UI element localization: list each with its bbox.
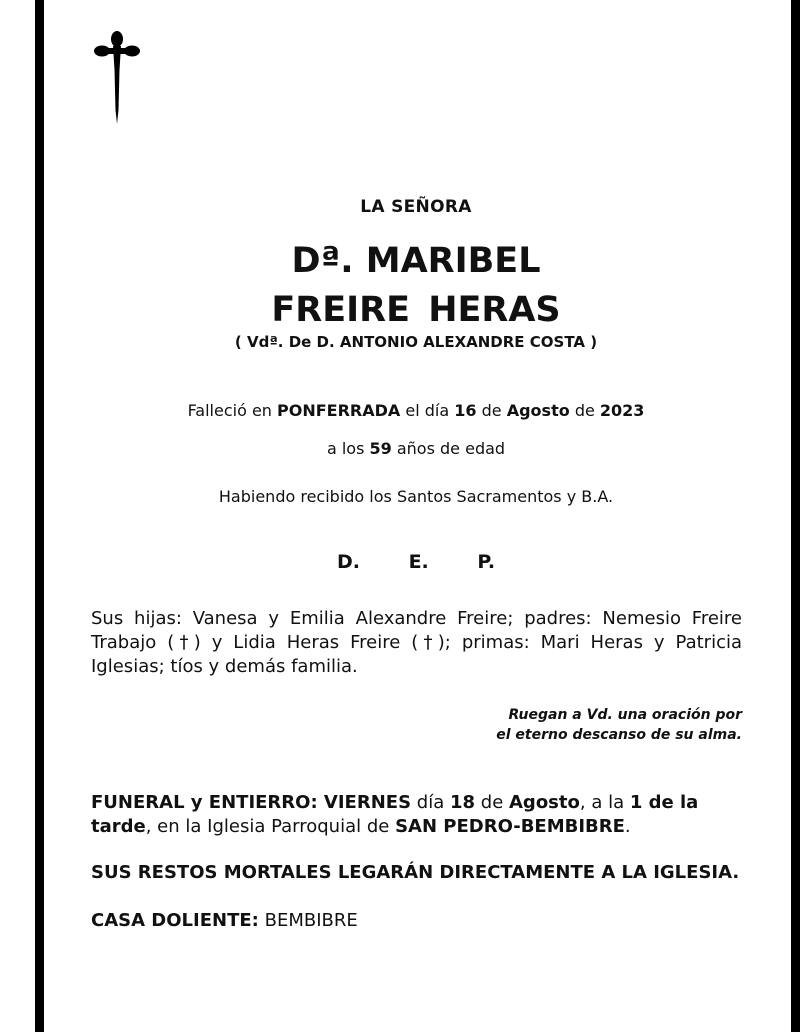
dep-letter: P. (477, 551, 496, 573)
dep-line (90, 551, 742, 573)
remains-notice: SUS RESTOS MORTALES LEGARÁN DIRECTAMENTE A LA IGLESIA. (91, 862, 740, 883)
family-paragraph: Sus hijas: Vanesa y Emilia Alexandre Freire; padres: Nemesio Freire Trabajo (†) y Lidia Heras Freire (†); primas: Mari Heras y Patricia Iglesias; tíos y demás familia. (91, 608, 742, 677)
death-info: Falleció en PONFERRADA el día 16 de Agosto de 2023 (187, 401, 645, 420)
funeral-info: FUNERAL y ENTIERRO: VIERNES día 18 de Agosto, a la 1 de la tarde, en la Iglesia Parroquial de SAN PEDRO-BEMBIBRE. (91, 792, 699, 837)
dep-letter: E. (408, 551, 429, 573)
right-black-border (791, 0, 800, 1032)
deceased-name-line1: Dª. MARIBEL (291, 241, 541, 281)
age-info: a los 59 años de edad (326, 439, 506, 458)
widow-note: ( Vdª. De D. ANTONIO ALEXANDRE COSTA ) (234, 333, 598, 351)
dep-letter: D. (336, 551, 360, 573)
prayer-request: Ruegan a Vd. una oración por el eterno descanso de su alma. (496, 707, 742, 743)
title-label: LA SEÑORA (360, 197, 472, 217)
mourning-house: CASA DOLIENTE: BEMBIBRE (91, 910, 358, 931)
left-black-border (35, 0, 44, 1032)
cross-icon (94, 30, 140, 124)
sacraments-line: Habiendo recibido los Santos Sacramentos y B.A. (218, 487, 614, 506)
deceased-name-line2: FREIRE HERAS (271, 290, 561, 330)
